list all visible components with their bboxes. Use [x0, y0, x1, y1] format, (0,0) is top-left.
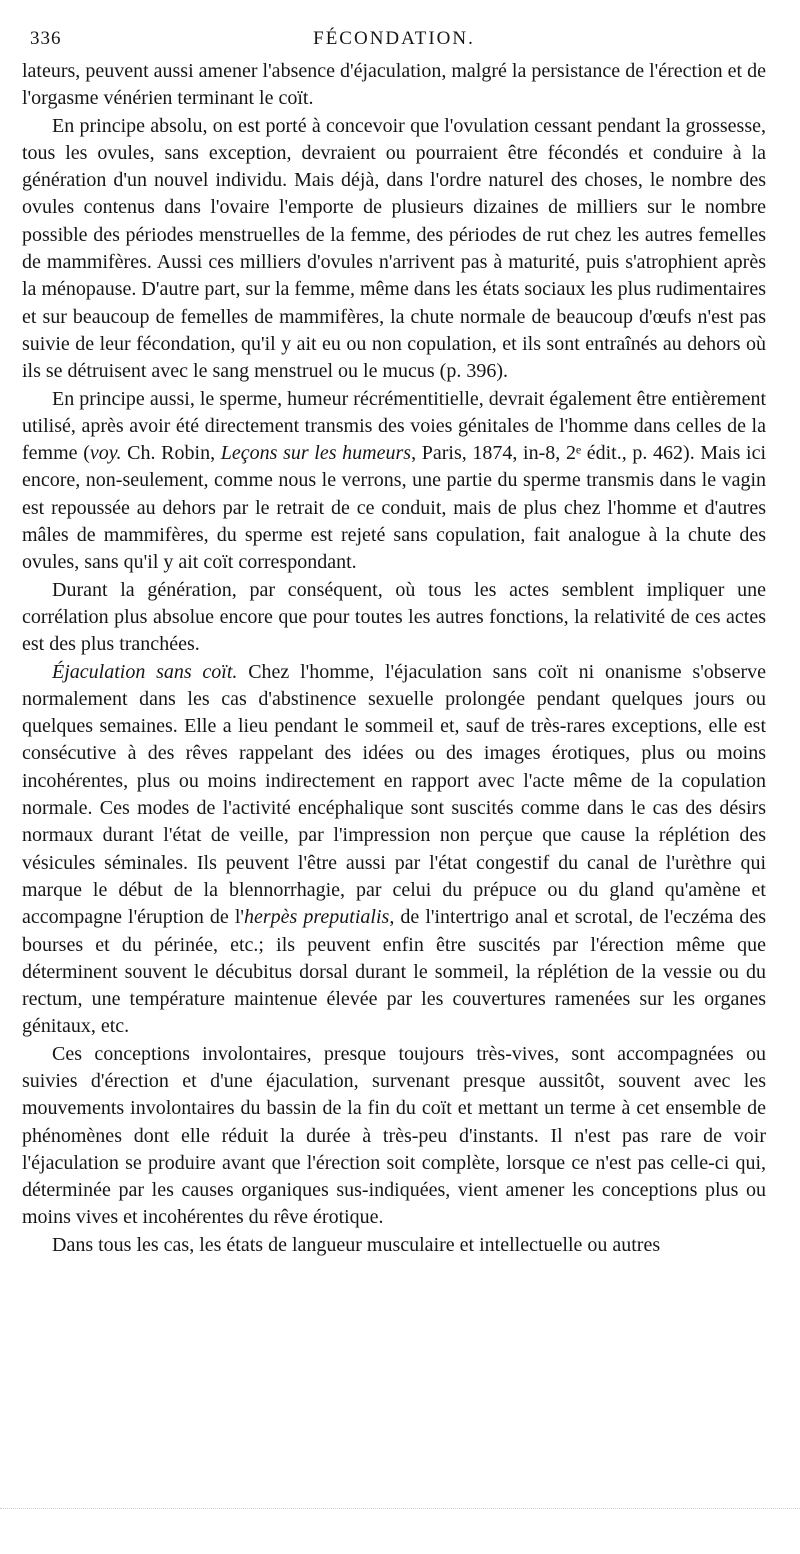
paragraph-text: , Paris, 1874, in-8, 2ᵉ édit., p. 462). Mais ici encore, non-seulement, comme nous le verrons, une partie du sperme transmis dans le vagin est repoussée au dehors par le retrait de ce conduit, mais de plus chez l'homme et d'autres mâles de mammifères, du sperme est rejeté sans copulation, fait analogue à la chute des ovules, sans qu'il y ait coït correspondant. [22, 442, 767, 574]
reference-title: Leçons sur les humeurs [220, 442, 412, 465]
paragraph-continuation: lateurs, peuvent aussi amener l'absence d'éjaculation, malgré la persistance de l'érection et de l'orgasme vénérien terminant le coït. [22, 60, 766, 110]
book-page [22, 24, 766, 1259]
scan-edge-divider [0, 1508, 800, 1511]
section-heading: Éjaculation sans coït. [52, 660, 238, 683]
running-title: FÉCONDATION. [313, 28, 475, 49]
paragraph-sperme [22, 386, 766, 577]
paragraph-text: , de l'intertrigo anal et scrotal, de l'eczéma des bourses et du périnée, etc.; ils peuvent enfin être suscités par l'érection même que déterminent souvent le décubitus dorsal durant le sommeil, la réplétion de la vessie ou du rectum, une température maintenue élevée par les couvertures ramenées sur les organes génitaux, etc. [22, 906, 767, 1038]
paragraph-generation: Durant la génération, par conséquent, où tous les actes semblent impliquer une corrélation plus absolue encore que pour toutes les autres fonctions, la relativité de ces actes est des plus tranchées. [22, 578, 766, 656]
paragraph-ovulation: En principe absolu, on est porté à concevoir que l'ovulation cessant pendant la grossesse, tous les ovules, sans exception, devraient ou pourraient être fécondés et conduire à la génération d'un nouvel individu. Mais déjà, dans l'ordre naturel des choses, le nombre des ovules contenus dans l'ovaire l'emporte de plusieurs dizaines de milliers sur le nombre possible des périodes menstruelles de la femme, des périodes de rut chez les autres femelles de mammifères. Aussi ces milliers d'ovules n'arrivent pas à maturité, puis s'atrophient après la ménopause. D'autre part, sur la femme, même dans les états sociaux les plus rudimentaires et sur beaucoup de femelles de mammifères, la chute normale de beaucoup d'œufs n'est pas suivie de leur fécondation, qu'il y ait eu ou non copulation, et ils sont entraînés au dehors où ils se détruisent avec le sang menstruel ou le mucus (p. 396). [22, 114, 766, 383]
paragraph-ejaculation [22, 659, 766, 1041]
page-number: 336 [30, 28, 62, 49]
reference-voy: voy. [89, 442, 122, 465]
paragraph-text: Chez l'homme, l'éjaculation sans coït ni onanisme s'observe normalement dans les cas d'abstinence sexuelle prolongée pendant quelques jours ou quelques semaines. Elle a lieu pendant le sommeil et, sauf de très-rares exceptions, elle est consécutive à des rêves rappelant des idées ou des images érotiques, plus ou moins incohérentes, plus ou moins indirectement en rapport avec l'acte même de la copulation normale. Ces modes de l'activité encéphalique sont suscités comme dans le cas des désirs normaux durant l'état de veille, par l'impression non perçue que cause la réplétion des vésicules séminales. Ils peuvent l'être aussi par l'état congestif du canal de l'urèthre qui marque le début de la blennorrhagie, par celui du prépuce ou du gland qu'amène et accompagne l'éruption de l' [22, 660, 766, 929]
paragraph-conceptions: Ces conceptions involontaires, presque toujours très-vives, sont accompagnées ou suivies d'érection et d'une éjaculation, survenant presque aussitôt, souvent avec les mouvements involontaires du bassin de la fin du coït et mettant un terme à cet ensemble de phénomènes dont elle réduit la durée à très-peu d'instants. Il n'est pas rare de voir l'éjaculation se produire avant que l'érection soit complète, lorsque ce n'est pas celle-ci qui, déterminée par les causes organiques sus-indiquées, vient amener les conceptions plus ou moins vives et incohérentes du rêve érotique. [22, 1042, 766, 1229]
running-head [22, 24, 766, 52]
reference-author: Ch. Robin, [121, 442, 221, 465]
body-text [22, 58, 766, 1259]
paragraph-text: En principe aussi, le sperme, humeur récrémentitielle, devrait également être entièrement utilisé, après avoir été directement transmis des voies génitales de l'homme dans celles de la femme ( [22, 387, 766, 465]
paragraph-last: Dans tous les cas, les états de langueur musculaire et intellectuelle ou autres [52, 1233, 661, 1256]
latin-term: herpès preputialis [244, 906, 390, 929]
